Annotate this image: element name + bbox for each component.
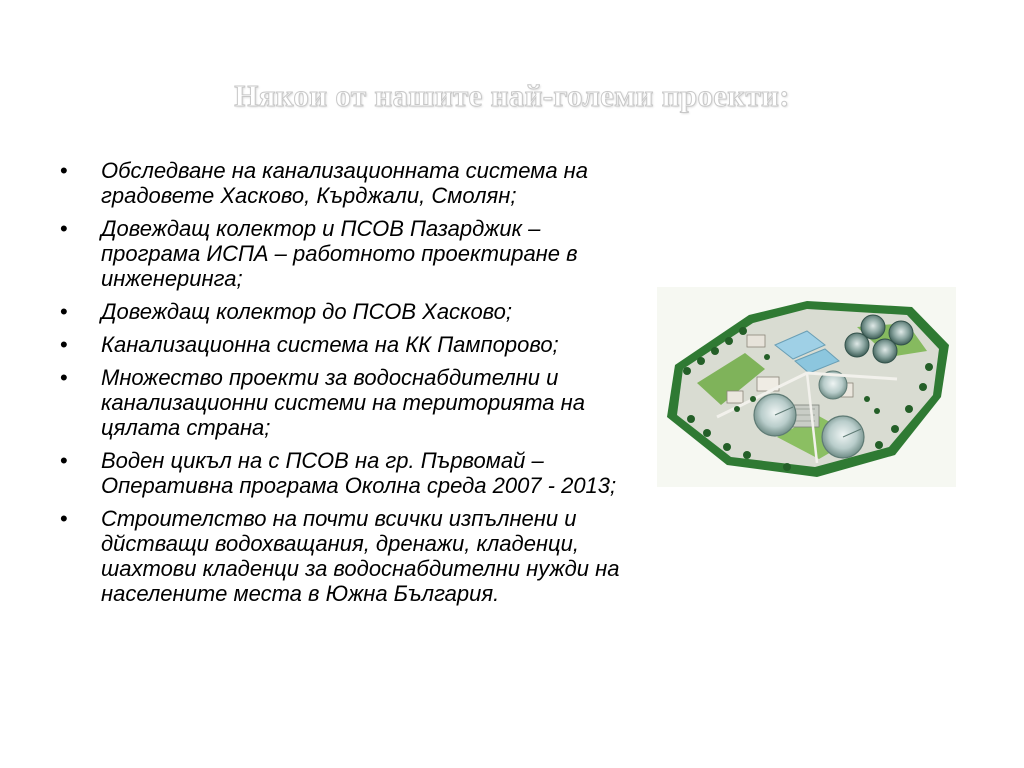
bullet-text: Строителство на почти всички изпълнени и дйстващи водохващания, дренажи, кладенци, шахтови кладенци за водоснабдителни нужди на населените места в Южна България. — [101, 506, 620, 606]
bullet-item — [60, 216, 630, 291]
bullet-marker: • — [60, 158, 68, 183]
bullet-text: Канализационна система на КК Пампорово; — [101, 332, 559, 357]
bullet-marker: • — [60, 506, 68, 531]
bullet-text: Довеждащ колектор и ПСОВ Пазарджик – програма ИСПА – работното проектиране в инженеринга; — [101, 216, 578, 291]
bullet-item — [60, 332, 630, 357]
bullet-item — [60, 448, 630, 498]
bullet-item — [60, 365, 630, 440]
bullet-marker: • — [60, 216, 68, 241]
slide-title: Някои от нашите най-големи проекти: — [234, 78, 790, 113]
bullet-text: Обследване на канализационната система на градовете Хасково, Кърджали, Смолян; — [101, 158, 589, 208]
bullet-marker: • — [60, 332, 68, 357]
bullet-item — [60, 158, 630, 208]
bullet-list — [60, 158, 630, 614]
bullet-item — [60, 506, 630, 606]
bullet-text: Довеждащ колектор до ПСОВ Хасково; — [101, 299, 513, 324]
bullet-marker: • — [60, 448, 68, 473]
bullet-item — [60, 299, 630, 324]
bullet-text: Воден цикъл на с ПСОВ на гр. Първомай – Оперативна програма Околна среда 2007 - 2013; — [101, 448, 617, 498]
treatment-plant-illustration — [657, 287, 956, 487]
bullet-text: Множество проекти за водоснабдителни и канализационни системи на територията на цялата страна; — [101, 365, 585, 440]
bullet-marker: • — [60, 299, 68, 324]
bullet-marker: • — [60, 365, 68, 390]
treatment-plant-image — [657, 287, 956, 487]
